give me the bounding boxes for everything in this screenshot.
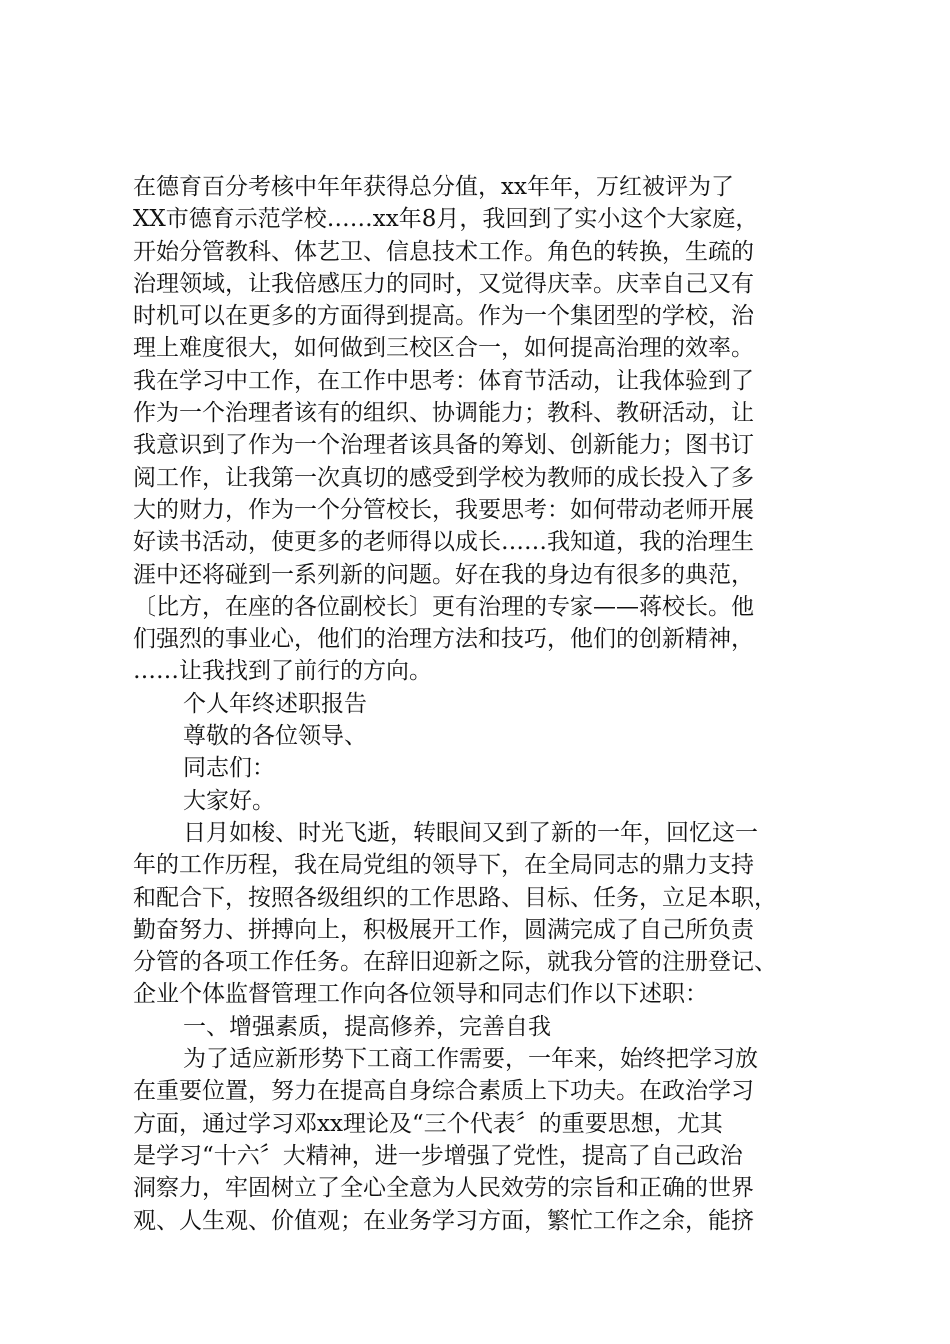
text-line: 和配合下，按照各级组织的工作思路、目标、任务，立足本职，	[133, 884, 777, 911]
text-line: 作为一个治理者该有的组织、协调能力；教科、教研活动，让	[133, 400, 754, 427]
text-line: ……让我找到了前行的方向。	[133, 658, 432, 685]
paragraph-first-line: 个人年终述职报告	[183, 690, 367, 717]
text-line: 好读书活动，使更多的老师得以成长……我知道，我的治理生	[133, 529, 754, 556]
text-line: 观、人生观、价值观；在业务学习方面，繁忙工作之余，能挤	[133, 1207, 754, 1234]
text-line: 年的工作历程，我在局党组的领导下，在全局同志的鼎力支持	[133, 852, 754, 879]
text-line: 勤奋努力、拼搏向上，积极展开工作，圆满完成了自己所负责	[133, 916, 754, 943]
text-line: 理上难度很大，如何做到三校区合一，如何提高治理的效率。	[133, 335, 754, 362]
text-line: 分管的各项工作任务。在辞旧迎新之际，就我分管的注册登记、	[133, 949, 777, 976]
text-line: 〔比方，在座的各位副校长〕更有治理的专家——蒋校长。他	[133, 593, 754, 620]
text-line: 在德育百分考核中年年获得总分值，xx年年，万红被评为了	[133, 174, 734, 200]
text-line: 们强烈的事业心，他们的治理方法和技巧，他们的创新精神，	[133, 626, 754, 653]
text-line: 在重要位置，努力在提高自身综合素质上下功夫。在政治学习	[133, 1078, 754, 1105]
paragraph-first-line: 大家好。	[183, 787, 275, 814]
text-line: 洞察力，牢固树立了全心全意为人民效劳的宗旨和正确的世界	[133, 1175, 754, 1202]
text-line: 阅工作，让我第一次真切的感受到学校为教师的成长投入了多	[133, 464, 754, 491]
text-line: 我在学习中工作，在工作中思考：体育节活动，让我体验到了	[133, 367, 754, 394]
text-line: 是学习“十六〞大精神，进一步增强了党性，提高了自己政治	[133, 1142, 743, 1169]
text-line: 大的财力，作为一个分管校长，我要思考：如何带动老师开展	[133, 496, 754, 523]
text-line: 时机可以在更多的方面得到提高。作为一个集团型的学校，治	[133, 303, 754, 330]
document-body	[133, 171, 833, 1237]
text-line: 方面，通过学习邓xx理论及“三个代表〞的重要思想，尤其	[133, 1110, 723, 1137]
paragraph-first-line: 尊敬的各位领导、	[183, 723, 367, 750]
text-line: 开始分管教科、体艺卫、信息技术工作。角色的转换，生疏的	[133, 238, 754, 265]
text-line: 我意识到了作为一个治理者该具备的筹划、创新能力；图书订	[133, 432, 754, 459]
text-line: 企业个体监督管理工作向各位领导和同志们作以下述职：	[133, 981, 708, 1008]
text-line: 治理领域，让我倍感压力的同时，又觉得庆幸。庆幸自己又有	[133, 270, 754, 297]
text-line: 涯中还将碰到一系列新的问题。好在我的身边有很多的典范，	[133, 561, 754, 588]
paragraph-first-line: 同志们：	[183, 755, 275, 782]
paragraph-first-line: 一、增强素质，提高修养，完善自我	[183, 1013, 551, 1040]
text-line: XX市德育示范学校……xx年8月，我回到了实小这个大家庭，	[133, 206, 759, 233]
paragraph-first-line: 日月如梭、时光飞逝，转眼间又到了新的一年，回忆这一	[183, 819, 758, 846]
paragraph-first-line: 为了适应新形势下工商工作需要，一年来，始终把学习放	[183, 1046, 758, 1073]
